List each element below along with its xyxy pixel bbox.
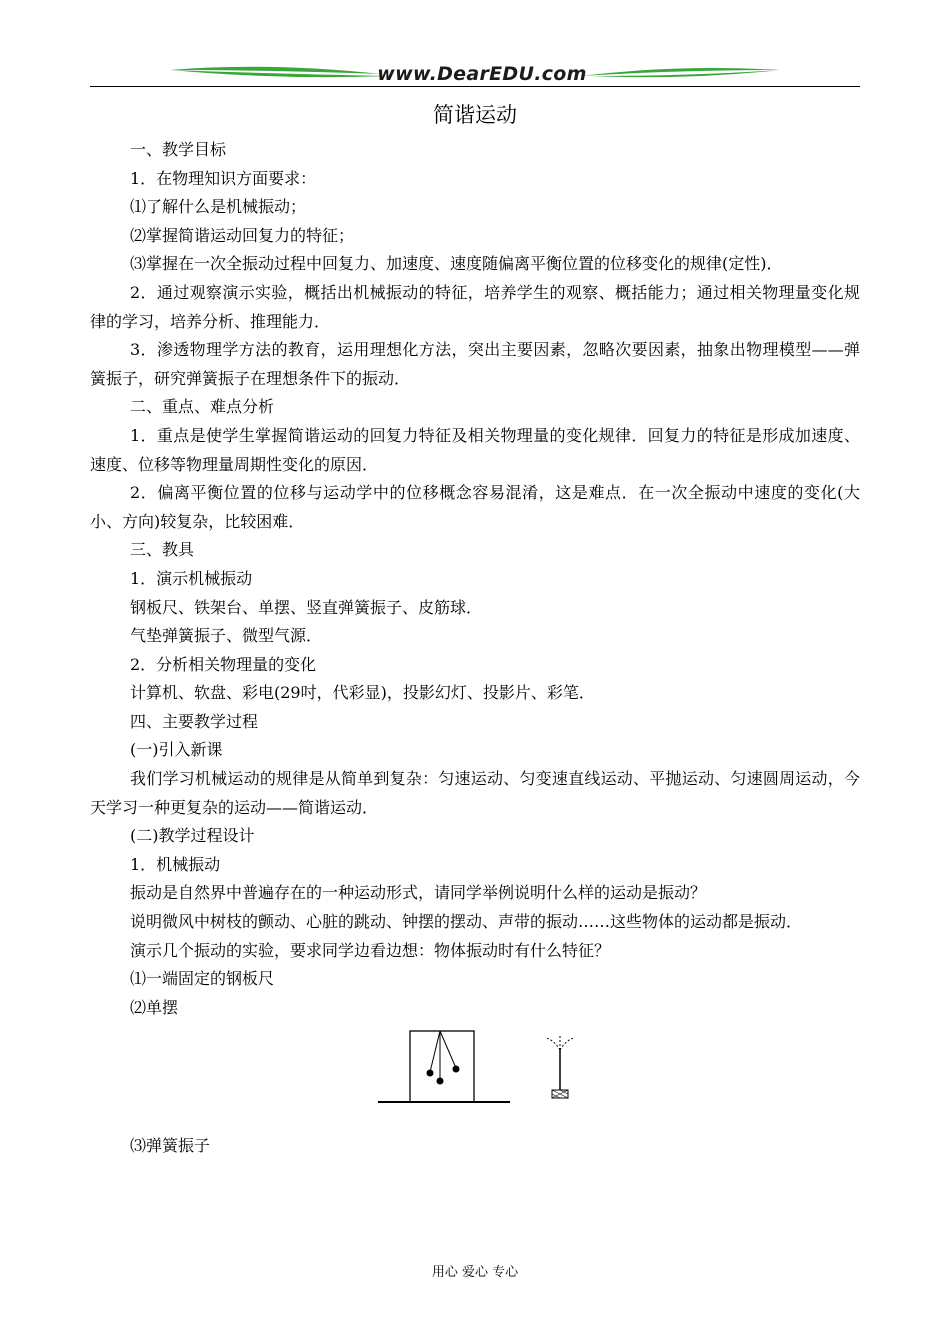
section-heading: 一、教学目标 <box>130 140 227 159</box>
paragraph: 2．分析相关物理量的变化 <box>130 654 317 674</box>
paragraph: 演示几个振动的实验，要求同学边看边想：物体振动时有什么特征？ <box>130 940 611 960</box>
paragraph: 说明微风中树枝的颤动、心脏的跳动、钟摆的摆动、声带的振动……这些物体的运动都是振动． <box>130 912 803 932</box>
paragraph: (二)教学过程设计 <box>130 826 255 846</box>
paragraph: ⑶弹簧振子 <box>130 1136 211 1156</box>
paragraph: 振动是自然界中普遍存在的一种运动形式，请同学举例说明什么样的运动是振动？ <box>130 883 707 903</box>
paragraph: 2．通过观察演示实验，概括出机械振动的特征，培养学生的观察、概括能力；通过相关物理量变化规律的学习，培养分析、推理能力． <box>90 282 860 331</box>
section-heading: 四、主要教学过程 <box>130 711 259 731</box>
paragraph: 1．演示机械振动 <box>130 568 253 588</box>
paragraph: (一)引入新课 <box>130 740 223 760</box>
paragraph: ⑶掌握在一次全振动过程中回复力、加速度、速度随偏离平衡位置的位移变化的规律(定性)． <box>130 254 783 274</box>
paragraph: 3．渗透物理学方法的教育，运用理想化方法，突出主要因素，忽略次要因素，抽象出物理模型——弹簧振子，研究弹簧振子在理想条件下的振动． <box>90 340 860 388</box>
paragraph: 我们学习机械运动的规律是从简单到复杂：匀速运动、匀变速直线运动、平抛运动、匀速圆周运动，今天学习一种更复杂的运动——简谐运动． <box>90 769 860 817</box>
paragraph: 1．在物理知识方面要求： <box>130 168 317 188</box>
pendulum-diagram-icon <box>378 1028 578 1108</box>
page-header <box>90 60 860 90</box>
paragraph: 气垫弹簧振子、微型气源． <box>130 626 323 646</box>
pendulum-figure <box>90 1022 860 1132</box>
document-body <box>90 136 860 1161</box>
page-title: 简谐运动 <box>433 103 517 127</box>
paragraph: ⑵掌握简谐运动回复力的特征； <box>130 225 355 245</box>
paragraph: 钢板尺、铁架台、单摆、竖直弹簧振子、皮筋球． <box>130 597 483 617</box>
section-heading: 三、教具 <box>130 540 195 560</box>
paragraph: 1．机械振动 <box>130 854 221 874</box>
site-logo[interactable]: www.DearEDU.com <box>377 63 587 85</box>
page-footer: 用心 爱心 专心 <box>431 1265 519 1280</box>
paragraph: 计算机、软盘、彩电(29吋，代彩显)，投影幻灯、投影片、彩笔． <box>130 683 595 703</box>
paragraph: ⑵单摆 <box>130 997 179 1017</box>
paragraph: 1．重点是使学生掌握简谐运动的回复力特征及相关物理量的变化规律．回复力的特征是形成加速度、速度、位移等物理量周期性变化的原因． <box>90 425 860 474</box>
section-heading: 二、重点、难点分析 <box>130 397 275 417</box>
header-divider <box>90 86 860 87</box>
paragraph: 2．偏离平衡位置的位移与运动学中的位移概念容易混淆，这是难点．在一次全振动中速度的变化(大小、方向)较复杂，比较困难． <box>90 483 860 531</box>
paragraph: ⑴一端固定的钢板尺 <box>130 969 275 989</box>
paragraph: ⑴了解什么是机械振动； <box>130 197 307 217</box>
